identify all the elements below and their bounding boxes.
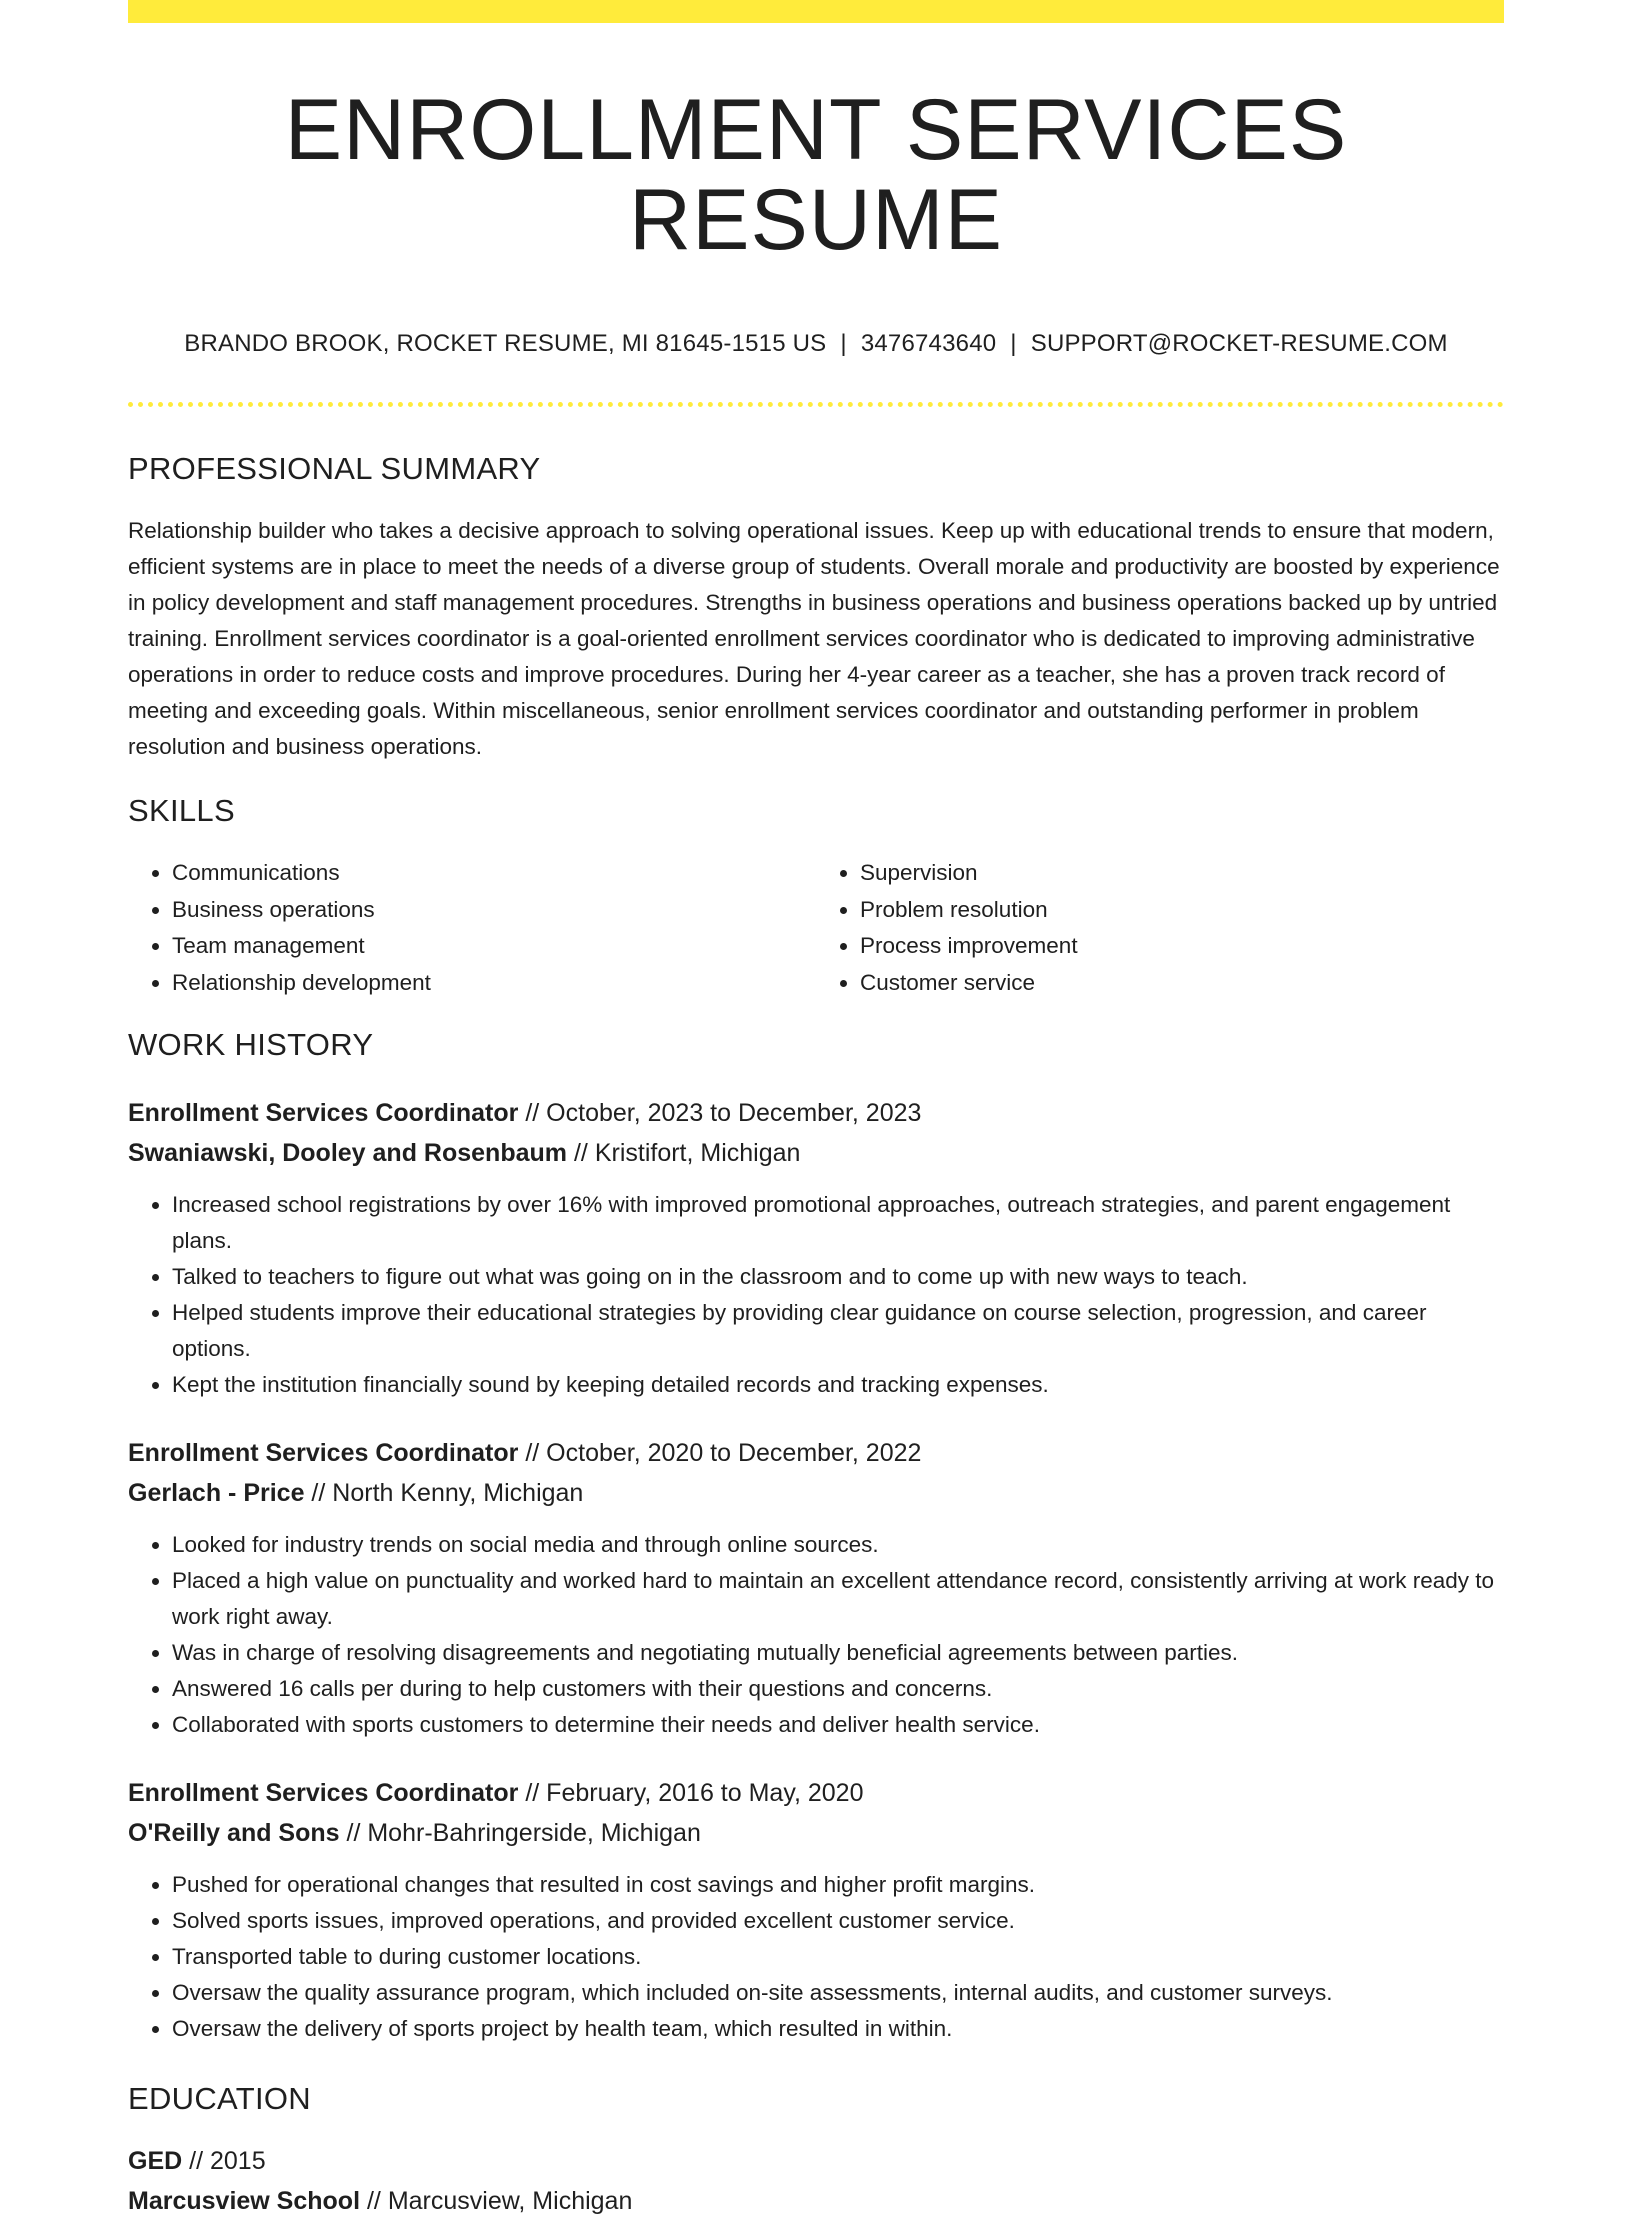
job-role-line [128,1433,1504,1473]
education-separator: // [182,2147,210,2176]
job-entry [128,1773,1504,2047]
job-entry [128,1433,1504,1743]
job-role-line [128,1093,1504,1133]
skill-item: • Team management [172,928,816,965]
contact-email: SUPPORT@ROCKET-RESUME.COM [1030,329,1448,357]
skill-item: • Process improvement [860,928,1504,965]
job-bullets [128,1867,1504,2047]
summary-heading: PROFESSIONAL SUMMARY [128,451,541,487]
work-history-heading: WORK HISTORY [128,1027,374,1063]
job-bullet: • Solved sports issues, improved operations, and provided excellent customer service. [172,1903,1504,1939]
contact-separator: | [1010,329,1017,357]
job-bullet: • Transported table to during customer locations. [172,1939,1504,1975]
job-separator: // [339,1819,368,1848]
contact-address: BRANDO BROOK, ROCKET RESUME, MI 81645-1515 US [184,329,827,357]
job-bullet: • Oversaw the quality assurance program, which included on-site assessments, internal audits, and customer surveys. [172,1975,1504,2011]
job-dates: October, 2020 to December, 2022 [546,1439,922,1468]
education-degree: GED [128,2147,183,2176]
job-role: Enrollment Services Coordinator [128,1099,519,1128]
job-bullets [128,1187,1504,1403]
resume-title: ENROLLMENT SERVICES RESUME [284,82,1348,269]
job-bullet: • Placed a high value on punctuality and worked hard to maintain an excellent attendance record, consistently arriving at work ready to work right away. [172,1563,1504,1635]
skill-item: • Supervision [860,855,1504,892]
job-bullet: • Answered 16 calls per during to help customers with their questions and concerns. [172,1671,1504,1707]
education-school-line [128,2181,1504,2221]
job-role: Enrollment Services Coordinator [128,1779,519,1808]
job-separator: // [518,1099,547,1128]
job-separator: // [304,1479,333,1508]
job-company-line [128,1473,1504,1513]
education-entry [128,2141,1504,2221]
skills-column-left [128,855,816,1001]
job-bullet: • Was in charge of resolving disagreements and negotiating mutually beneficial agreements between parties. [172,1635,1504,1671]
skill-item: • Problem resolution [860,892,1504,929]
job-role: Enrollment Services Coordinator [128,1439,519,1468]
job-location: Mohr-Bahringerside, Michigan [367,1819,701,1848]
job-separator: // [518,1439,547,1468]
resume-page [128,0,1504,2221]
job-bullet: • Increased school registrations by over 16% with improved promotional approaches, outreach strategies, and parent engagement plans. [172,1187,1504,1259]
job-location: Kristifort, Michigan [594,1139,801,1168]
job-company: Swaniawski, Dooley and Rosenbaum [128,1139,568,1168]
job-bullets [128,1527,1504,1743]
education-school: Marcusview School [128,2187,361,2216]
job-location: North Kenny, Michigan [332,1479,584,1508]
contact-phone: 3476743640 [860,329,997,357]
education-year: 2015 [209,2147,266,2176]
contact-line [128,330,1504,359]
job-role-line [128,1773,1504,1813]
job-company-line [128,1133,1504,1173]
skill-item: • Relationship development [172,965,816,1002]
education-degree-line [128,2141,1504,2181]
skills-list [128,855,1504,1001]
job-bullet: • Kept the institution financially sound by keeping detailed records and tracking expenses. [172,1367,1504,1403]
summary-text: Relationship builder who takes a decisive approach to solving operational issues. Keep up with educational trends to ensure that modern, efficient systems are in place to meet the needs of a diverse group of students. Overall morale and productivity are boosted by experience in policy development and staff management procedures. Strengths in business operations and business operations backed up by untried training. Enrollment services coordinator is a goal-oriented enrollment services coordinator who is dedicated to improving administrative operations in order to reduce costs and improve procedures. During her 4-year career as a teacher, she has a proven track record of meeting and exceeding goals. Within miscellaneous, senior enrollment services coordinator and outstanding performer in problem resolution and business operations. [128,518,1500,760]
job-bullet: • Talked to teachers to figure out what was going on in the classroom and to come up with new ways to teach. [172,1259,1504,1295]
dotted-divider [128,402,1504,407]
skill-item: • Customer service [860,965,1504,1002]
education-location: Marcusview, Michigan [387,2187,633,2216]
job-separator: // [518,1779,547,1808]
education-heading: EDUCATION [128,2081,311,2117]
job-separator: // [567,1139,595,1168]
skills-heading: SKILLS [128,793,235,829]
job-dates: October, 2023 to December, 2023 [546,1099,922,1128]
job-bullet: • Looked for industry trends on social media and through online sources. [172,1527,1504,1563]
education-separator: // [360,2187,388,2216]
job-company-line [128,1813,1504,1853]
job-dates: February, 2016 to May, 2020 [546,1779,864,1808]
job-company: Gerlach - Price [128,1479,305,1508]
job-entry [128,1093,1504,1403]
job-bullet: • Pushed for operational changes that resulted in cost savings and higher profit margins. [172,1867,1504,1903]
accent-top-bar [128,0,1504,23]
skill-item: • Business operations [172,892,816,929]
job-bullet: • Collaborated with sports customers to determine their needs and deliver health service. [172,1707,1504,1743]
job-bullet: • Helped students improve their educational strategies by providing clear guidance on course selection, progression, and career options. [172,1295,1504,1367]
skill-item: • Communications [172,855,816,892]
job-bullet: • Oversaw the delivery of sports project by health team, which resulted in within. [172,2011,1504,2047]
skills-column-right [816,855,1504,1001]
contact-separator: | [840,329,847,357]
job-company: O'Reilly and Sons [128,1819,340,1848]
